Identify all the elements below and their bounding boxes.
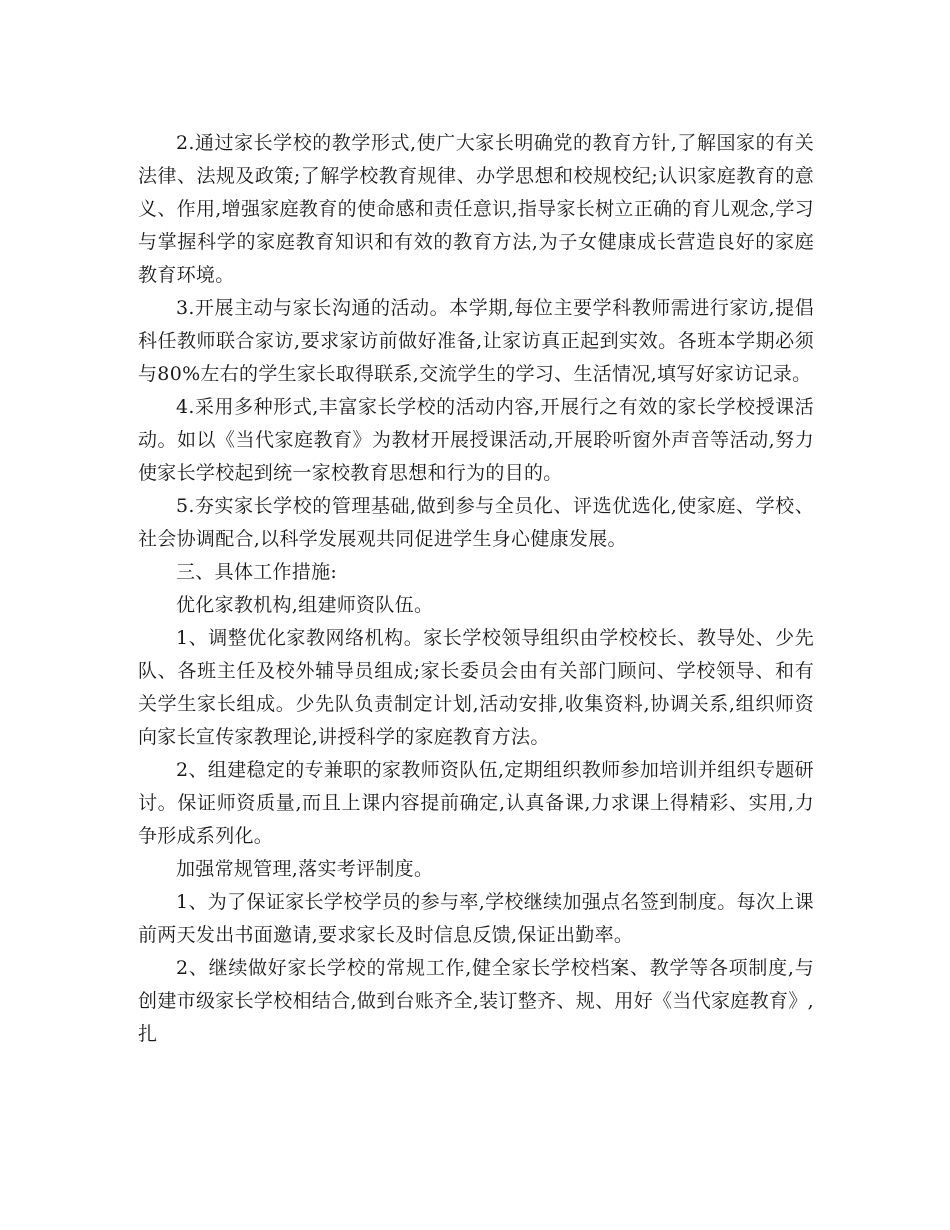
paragraph-goal-3: 3.开展主动与家长沟通的活动。本学期,每位主要学科教师需进行家访,提倡科任教师联合家访,要求家访前做好准备,让家访真正起到实效。各班本学期必须与80%左右的学生家长取得联系,交流学生的学习、生活情况,填写好家访记录。 [138, 297, 814, 385]
section-heading-measures: 三、具体工作措施: [176, 561, 338, 583]
paragraph-organization-1: 1、调整优化家教网络机构。家长学校领导组织由学校校长、教导处、少先队、各班主任及校外辅导员组成;家长委员会由有关部门顾问、学校领导、和有关学生家长组成。少先队负责制定计划,活动安排,收集资料,协调关系,组织师资向家长宣传家教理论,讲授科学的家庭教育方法。 [138, 627, 814, 748]
paragraph-management-2: 2、继续做好家长学校的常规工作,健全家长学校档案、教学等各项制度,与创建市级家长学校相结合,做到台账齐全,装订整齐、规、用好《当代家庭教育》,扎 [138, 957, 814, 1045]
paragraph-goal-4: 4.采用多种形式,丰富家长学校的活动内容,开展行之有效的家长学校授课活动。如以《当代家庭教育》为教材开展授课活动,开展聆听窗外声音等活动,努力使家长学校起到统一家校教育思想和行为的目的。 [138, 396, 814, 484]
subheading-management: 加强常规管理,落实考评制度。 [176, 858, 434, 880]
paragraph-goal-5: 5.夯实家长学校的管理基础,做到参与全员化、评选优选化,使家庭、学校、社会协调配合,以科学发展观共同促进学生身心健康发展。 [138, 495, 814, 550]
subheading-organization: 优化家教机构,组建师资队伍。 [176, 594, 434, 616]
paragraph-goal-2: 2.通过家长学校的教学形式,使广大家长明确党的教育方针,了解国家的有关法律、法规及政策;了解学校教育规律、办学思想和校规校纪;认识家庭教育的意义、作用,增强家庭教育的使命感和责任意识,指导家长树立正确的育儿观念,学习与掌握科学的家庭教育知识和有效的教育方法,为子女健康成长营造良好的家庭教育环境。 [138, 132, 814, 286]
paragraph-management-1: 1、为了保证家长学校学员的参与率,学校继续加强点名签到制度。每次上课前两天发出书面邀请,要求家长及时信息反馈,保证出勤率。 [138, 891, 814, 946]
document-body [138, 127, 814, 1051]
paragraph-organization-2: 2、组建稳定的专兼职的家教师资队伍,定期组织教师参加培训并组织专题研讨。保证师资质量,而且上课内容提前确定,认真备课,力求课上得精彩、实用,力争形成系列化。 [138, 759, 814, 847]
